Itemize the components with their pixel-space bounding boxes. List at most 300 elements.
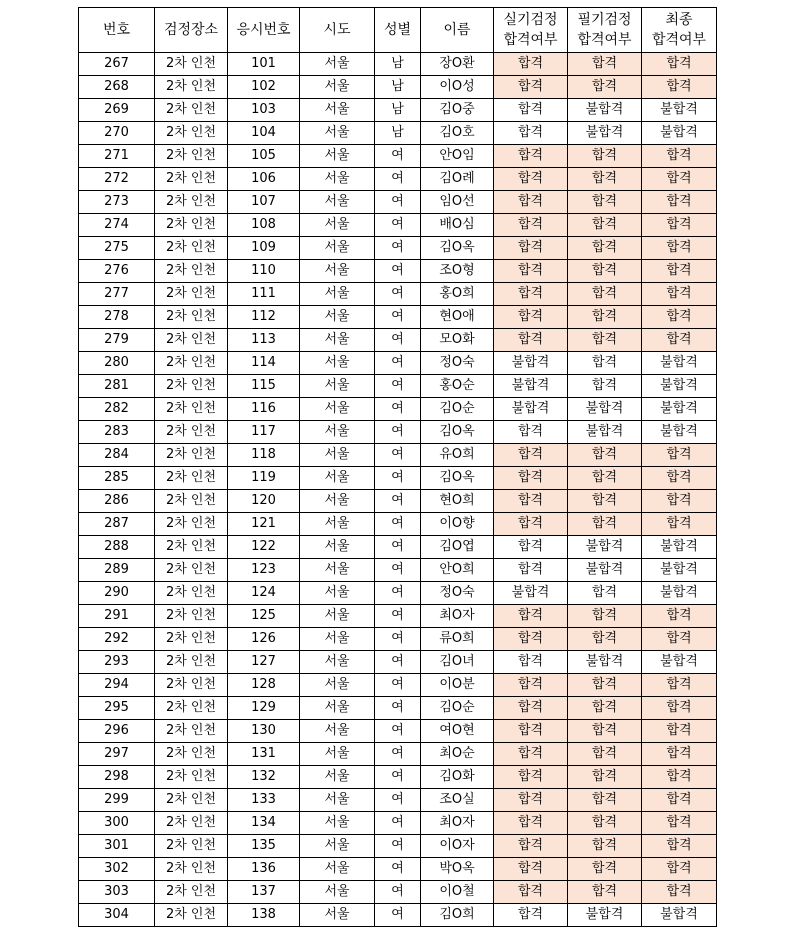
final-result-cell: 합격 <box>642 605 717 628</box>
region-cell: 서울 <box>300 444 375 467</box>
table-row <box>79 559 717 582</box>
region-cell: 서울 <box>300 720 375 743</box>
name-cell: 김O순 <box>421 697 494 720</box>
gender-cell: 여 <box>375 398 421 421</box>
no-cell: 276 <box>79 260 155 283</box>
practical-result-cell: 합격 <box>494 858 568 881</box>
gender-cell: 여 <box>375 421 421 444</box>
site-cell: 2차 인천 <box>155 697 228 720</box>
gender-cell: 여 <box>375 582 421 605</box>
written-result-cell: 불합격 <box>568 122 642 145</box>
written-result-cell: 불합격 <box>568 559 642 582</box>
region-cell: 서울 <box>300 812 375 835</box>
exam-no-cell: 116 <box>228 398 300 421</box>
practical-result-cell: 합격 <box>494 283 568 306</box>
region-cell: 서울 <box>300 628 375 651</box>
exam-no-cell: 127 <box>228 651 300 674</box>
site-cell: 2차 인천 <box>155 812 228 835</box>
region-cell: 서울 <box>300 858 375 881</box>
site-cell: 2차 인천 <box>155 467 228 490</box>
no-cell: 285 <box>79 467 155 490</box>
name-cell: 김O옥 <box>421 421 494 444</box>
gender-cell: 여 <box>375 904 421 927</box>
final-result-cell: 불합격 <box>642 582 717 605</box>
final-result-cell: 합격 <box>642 283 717 306</box>
written-result-cell: 불합격 <box>568 536 642 559</box>
gender-cell: 여 <box>375 237 421 260</box>
table-row <box>79 168 717 191</box>
written-result-cell: 합격 <box>568 697 642 720</box>
site-cell: 2차 인천 <box>155 490 228 513</box>
site-cell: 2차 인천 <box>155 651 228 674</box>
header-site: 검정장소 <box>155 8 228 53</box>
final-result-cell: 합격 <box>642 674 717 697</box>
written-result-cell: 합격 <box>568 375 642 398</box>
exam-no-cell: 119 <box>228 467 300 490</box>
gender-cell: 여 <box>375 375 421 398</box>
gender-cell: 여 <box>375 444 421 467</box>
exam-no-cell: 136 <box>228 858 300 881</box>
region-cell: 서울 <box>300 329 375 352</box>
written-result-cell: 불합격 <box>568 398 642 421</box>
no-cell: 284 <box>79 444 155 467</box>
practical-result-cell: 합격 <box>494 628 568 651</box>
no-cell: 283 <box>79 421 155 444</box>
final-result-cell: 합격 <box>642 513 717 536</box>
name-cell: 안O희 <box>421 559 494 582</box>
no-cell: 300 <box>79 812 155 835</box>
name-cell: 류O희 <box>421 628 494 651</box>
region-cell: 서울 <box>300 559 375 582</box>
name-cell: 김O화 <box>421 766 494 789</box>
region-cell: 서울 <box>300 145 375 168</box>
written-result-cell: 합격 <box>568 467 642 490</box>
no-cell: 270 <box>79 122 155 145</box>
gender-cell: 여 <box>375 720 421 743</box>
final-result-cell: 합격 <box>642 237 717 260</box>
exam-no-cell: 137 <box>228 881 300 904</box>
region-cell: 서울 <box>300 536 375 559</box>
final-result-cell: 합격 <box>642 191 717 214</box>
final-result-cell: 합격 <box>642 835 717 858</box>
site-cell: 2차 인천 <box>155 375 228 398</box>
gender-cell: 여 <box>375 743 421 766</box>
exam-no-cell: 133 <box>228 789 300 812</box>
no-cell: 272 <box>79 168 155 191</box>
written-result-cell: 합격 <box>568 352 642 375</box>
practical-result-cell: 합격 <box>494 789 568 812</box>
table-row <box>79 651 717 674</box>
site-cell: 2차 인천 <box>155 398 228 421</box>
name-cell: 이O자 <box>421 835 494 858</box>
name-cell: 김O엽 <box>421 536 494 559</box>
name-cell: 최O자 <box>421 812 494 835</box>
name-cell: 배O심 <box>421 214 494 237</box>
final-result-cell: 불합격 <box>642 398 717 421</box>
practical-result-cell: 불합격 <box>494 352 568 375</box>
header-practical <box>494 8 568 53</box>
final-result-cell: 불합격 <box>642 375 717 398</box>
exam-no-cell: 115 <box>228 375 300 398</box>
table-row <box>79 812 717 835</box>
site-cell: 2차 인천 <box>155 421 228 444</box>
written-result-cell: 합격 <box>568 835 642 858</box>
name-cell: 홍O희 <box>421 283 494 306</box>
gender-cell: 여 <box>375 559 421 582</box>
exam-no-cell: 104 <box>228 122 300 145</box>
exam-no-cell: 118 <box>228 444 300 467</box>
no-cell: 292 <box>79 628 155 651</box>
table-row <box>79 53 717 76</box>
practical-result-cell: 합격 <box>494 766 568 789</box>
final-result-cell: 합격 <box>642 76 717 99</box>
gender-cell: 여 <box>375 145 421 168</box>
table-row <box>79 490 717 513</box>
no-cell: 290 <box>79 582 155 605</box>
practical-result-cell: 합격 <box>494 674 568 697</box>
site-cell: 2차 인천 <box>155 122 228 145</box>
table-row <box>79 766 717 789</box>
gender-cell: 남 <box>375 76 421 99</box>
table-row <box>79 858 717 881</box>
gender-cell: 여 <box>375 651 421 674</box>
region-cell: 서울 <box>300 697 375 720</box>
final-result-cell: 합격 <box>642 467 717 490</box>
region-cell: 서울 <box>300 605 375 628</box>
site-cell: 2차 인천 <box>155 306 228 329</box>
name-cell: 장O환 <box>421 53 494 76</box>
final-result-cell: 불합격 <box>642 904 717 927</box>
gender-cell: 여 <box>375 697 421 720</box>
name-cell: 여O현 <box>421 720 494 743</box>
exam-no-cell: 130 <box>228 720 300 743</box>
region-cell: 서울 <box>300 789 375 812</box>
header-exam-no: 응시번호 <box>228 8 300 53</box>
exam-no-cell: 120 <box>228 490 300 513</box>
table-row <box>79 260 717 283</box>
name-cell: 이O성 <box>421 76 494 99</box>
practical-result-cell: 합격 <box>494 444 568 467</box>
written-result-cell: 합격 <box>568 766 642 789</box>
written-result-cell: 합격 <box>568 858 642 881</box>
final-result-cell: 합격 <box>642 881 717 904</box>
practical-result-cell: 불합격 <box>494 375 568 398</box>
no-cell: 293 <box>79 651 155 674</box>
site-cell: 2차 인천 <box>155 76 228 99</box>
gender-cell: 여 <box>375 536 421 559</box>
no-cell: 275 <box>79 237 155 260</box>
exam-no-cell: 132 <box>228 766 300 789</box>
name-cell: 박O옥 <box>421 858 494 881</box>
final-result-cell: 합격 <box>642 329 717 352</box>
name-cell: 김O례 <box>421 168 494 191</box>
site-cell: 2차 인천 <box>155 214 228 237</box>
written-result-cell: 합격 <box>568 628 642 651</box>
final-result-cell: 불합격 <box>642 536 717 559</box>
region-cell: 서울 <box>300 76 375 99</box>
final-result-cell: 합격 <box>642 260 717 283</box>
name-cell: 김O옥 <box>421 467 494 490</box>
final-result-cell: 불합격 <box>642 99 717 122</box>
practical-result-cell: 합격 <box>494 53 568 76</box>
exam-no-cell: 112 <box>228 306 300 329</box>
written-result-cell: 합격 <box>568 444 642 467</box>
header-final-line1: 최종 <box>665 12 693 28</box>
table-row <box>79 214 717 237</box>
header-written-line1: 필기검정 <box>577 12 632 28</box>
site-cell: 2차 인천 <box>155 168 228 191</box>
header-name: 이름 <box>421 8 494 53</box>
name-cell: 홍O순 <box>421 375 494 398</box>
name-cell: 조O형 <box>421 260 494 283</box>
gender-cell: 여 <box>375 628 421 651</box>
site-cell: 2차 인천 <box>155 145 228 168</box>
practical-result-cell: 불합격 <box>494 398 568 421</box>
no-cell: 273 <box>79 191 155 214</box>
no-cell: 304 <box>79 904 155 927</box>
name-cell: 안O임 <box>421 145 494 168</box>
gender-cell: 여 <box>375 881 421 904</box>
exam-no-cell: 134 <box>228 812 300 835</box>
final-result-cell: 합격 <box>642 697 717 720</box>
practical-result-cell: 합격 <box>494 812 568 835</box>
written-result-cell: 불합격 <box>568 99 642 122</box>
header-final-line2: 합격여부 <box>651 32 707 48</box>
gender-cell: 여 <box>375 789 421 812</box>
no-cell: 302 <box>79 858 155 881</box>
region-cell: 서울 <box>300 743 375 766</box>
header-gender: 성별 <box>375 8 421 53</box>
practical-result-cell: 합격 <box>494 743 568 766</box>
site-cell: 2차 인천 <box>155 352 228 375</box>
practical-result-cell: 합격 <box>494 651 568 674</box>
table-row <box>79 76 717 99</box>
exam-no-cell: 113 <box>228 329 300 352</box>
gender-cell: 여 <box>375 674 421 697</box>
practical-result-cell: 합격 <box>494 605 568 628</box>
written-result-cell: 합격 <box>568 168 642 191</box>
name-cell: 김O중 <box>421 99 494 122</box>
exam-no-cell: 111 <box>228 283 300 306</box>
written-result-cell: 합격 <box>568 490 642 513</box>
no-cell: 295 <box>79 697 155 720</box>
no-cell: 278 <box>79 306 155 329</box>
region-cell: 서울 <box>300 467 375 490</box>
header-practical-line1: 실기검정 <box>503 12 558 28</box>
written-result-cell: 합격 <box>568 582 642 605</box>
site-cell: 2차 인천 <box>155 720 228 743</box>
header-written-line2: 합격여부 <box>577 32 632 48</box>
final-result-cell: 합격 <box>642 53 717 76</box>
table-row <box>79 237 717 260</box>
no-cell: 281 <box>79 375 155 398</box>
site-cell: 2차 인천 <box>155 766 228 789</box>
region-cell: 서울 <box>300 904 375 927</box>
region-cell: 서울 <box>300 375 375 398</box>
table-row <box>79 375 717 398</box>
final-result-cell: 합격 <box>642 720 717 743</box>
table-row <box>79 398 717 421</box>
site-cell: 2차 인천 <box>155 283 228 306</box>
no-cell: 277 <box>79 283 155 306</box>
name-cell: 김O희 <box>421 904 494 927</box>
gender-cell: 남 <box>375 53 421 76</box>
header-written <box>568 8 642 53</box>
exam-no-cell: 110 <box>228 260 300 283</box>
no-cell: 280 <box>79 352 155 375</box>
site-cell: 2차 인천 <box>155 237 228 260</box>
no-cell: 287 <box>79 513 155 536</box>
exam-no-cell: 107 <box>228 191 300 214</box>
region-cell: 서울 <box>300 214 375 237</box>
gender-cell: 여 <box>375 605 421 628</box>
written-result-cell: 합격 <box>568 789 642 812</box>
practical-result-cell: 합격 <box>494 421 568 444</box>
no-cell: 269 <box>79 99 155 122</box>
gender-cell: 여 <box>375 168 421 191</box>
site-cell: 2차 인천 <box>155 858 228 881</box>
header-practical-line2: 합격여부 <box>503 32 558 48</box>
written-result-cell: 합격 <box>568 881 642 904</box>
final-result-cell: 합격 <box>642 490 717 513</box>
name-cell: 정O숙 <box>421 582 494 605</box>
region-cell: 서울 <box>300 674 375 697</box>
table-row <box>79 513 717 536</box>
exam-no-cell: 128 <box>228 674 300 697</box>
exam-no-cell: 122 <box>228 536 300 559</box>
region-cell: 서울 <box>300 53 375 76</box>
gender-cell: 여 <box>375 191 421 214</box>
table-row <box>79 697 717 720</box>
no-cell: 268 <box>79 76 155 99</box>
written-result-cell: 합격 <box>568 329 642 352</box>
final-result-cell: 불합격 <box>642 651 717 674</box>
final-result-cell: 합격 <box>642 214 717 237</box>
exam-no-cell: 135 <box>228 835 300 858</box>
region-cell: 서울 <box>300 835 375 858</box>
exam-no-cell: 129 <box>228 697 300 720</box>
final-result-cell: 불합격 <box>642 122 717 145</box>
written-result-cell: 합격 <box>568 674 642 697</box>
region-cell: 서울 <box>300 582 375 605</box>
table-row <box>79 720 717 743</box>
site-cell: 2차 인천 <box>155 99 228 122</box>
final-result-cell: 합격 <box>642 306 717 329</box>
table-row <box>79 99 717 122</box>
name-cell: 이O향 <box>421 513 494 536</box>
name-cell: 정O숙 <box>421 352 494 375</box>
table-row <box>79 283 717 306</box>
written-result-cell: 합격 <box>568 306 642 329</box>
practical-result-cell: 합격 <box>494 835 568 858</box>
exam-no-cell: 121 <box>228 513 300 536</box>
exam-no-cell: 126 <box>228 628 300 651</box>
practical-result-cell: 합격 <box>494 329 568 352</box>
no-cell: 291 <box>79 605 155 628</box>
gender-cell: 여 <box>375 283 421 306</box>
practical-result-cell: 합격 <box>494 237 568 260</box>
name-cell: 김O순 <box>421 398 494 421</box>
gender-cell: 남 <box>375 122 421 145</box>
region-cell: 서울 <box>300 122 375 145</box>
practical-result-cell: 합격 <box>494 168 568 191</box>
exam-no-cell: 131 <box>228 743 300 766</box>
results-table <box>78 7 717 927</box>
gender-cell: 남 <box>375 99 421 122</box>
name-cell: 유O희 <box>421 444 494 467</box>
table-row <box>79 352 717 375</box>
exam-no-cell: 106 <box>228 168 300 191</box>
name-cell: 김O녀 <box>421 651 494 674</box>
final-result-cell: 합격 <box>642 444 717 467</box>
written-result-cell: 합격 <box>568 283 642 306</box>
region-cell: 서울 <box>300 398 375 421</box>
region-cell: 서울 <box>300 283 375 306</box>
gender-cell: 여 <box>375 214 421 237</box>
practical-result-cell: 합격 <box>494 214 568 237</box>
final-result-cell: 합격 <box>642 858 717 881</box>
no-cell: 286 <box>79 490 155 513</box>
written-result-cell: 합격 <box>568 214 642 237</box>
no-cell: 267 <box>79 53 155 76</box>
site-cell: 2차 인천 <box>155 191 228 214</box>
practical-result-cell: 합격 <box>494 260 568 283</box>
site-cell: 2차 인천 <box>155 260 228 283</box>
site-cell: 2차 인천 <box>155 605 228 628</box>
exam-no-cell: 109 <box>228 237 300 260</box>
header-no: 번호 <box>79 8 155 53</box>
gender-cell: 여 <box>375 835 421 858</box>
gender-cell: 여 <box>375 467 421 490</box>
written-result-cell: 합격 <box>568 605 642 628</box>
written-result-cell: 합격 <box>568 76 642 99</box>
table-row <box>79 674 717 697</box>
name-cell: 현O애 <box>421 306 494 329</box>
site-cell: 2차 인천 <box>155 536 228 559</box>
exam-no-cell: 108 <box>228 214 300 237</box>
name-cell: 최O자 <box>421 605 494 628</box>
exam-no-cell: 101 <box>228 53 300 76</box>
name-cell: 현O희 <box>421 490 494 513</box>
header-region: 시도 <box>300 8 375 53</box>
site-cell: 2차 인천 <box>155 904 228 927</box>
no-cell: 288 <box>79 536 155 559</box>
table-row <box>79 881 717 904</box>
practical-result-cell: 합격 <box>494 697 568 720</box>
region-cell: 서울 <box>300 99 375 122</box>
exam-no-cell: 117 <box>228 421 300 444</box>
region-cell: 서울 <box>300 421 375 444</box>
practical-result-cell: 합격 <box>494 122 568 145</box>
practical-result-cell: 합격 <box>494 306 568 329</box>
practical-result-cell: 합격 <box>494 490 568 513</box>
site-cell: 2차 인천 <box>155 674 228 697</box>
no-cell: 279 <box>79 329 155 352</box>
region-cell: 서울 <box>300 352 375 375</box>
name-cell: 조O실 <box>421 789 494 812</box>
table-body <box>79 53 717 927</box>
written-result-cell: 합격 <box>568 237 642 260</box>
practical-result-cell: 합격 <box>494 881 568 904</box>
no-cell: 294 <box>79 674 155 697</box>
name-cell: 모O화 <box>421 329 494 352</box>
name-cell: 이O철 <box>421 881 494 904</box>
practical-result-cell: 합격 <box>494 559 568 582</box>
practical-result-cell: 합격 <box>494 513 568 536</box>
final-result-cell: 합격 <box>642 145 717 168</box>
name-cell: 최O순 <box>421 743 494 766</box>
table-row <box>79 835 717 858</box>
